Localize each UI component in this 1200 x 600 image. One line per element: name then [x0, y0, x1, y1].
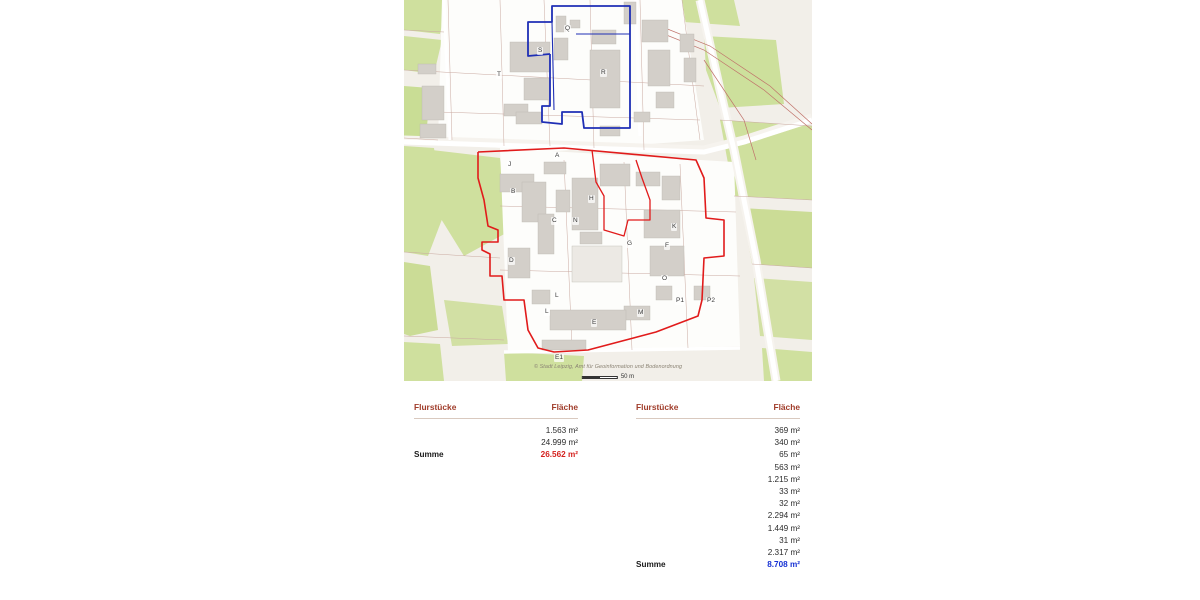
parcel-label-K: K — [672, 223, 677, 230]
parcel-label-P1: P1 — [676, 297, 684, 304]
parcel-label-P2: P2 — [707, 297, 715, 304]
parcel-label-F: F — [665, 242, 669, 249]
cell-area: 32 m² — [779, 499, 800, 509]
cell-parcel — [636, 485, 728, 497]
cell-area: 2.317 m² — [767, 547, 800, 557]
cell-area: 369 m² — [774, 426, 800, 435]
table-row — [636, 510, 800, 522]
parcel-label-N: N — [573, 217, 578, 224]
cadastral-map[interactable] — [404, 0, 812, 381]
scalebar-label: 50 m — [620, 374, 635, 380]
cell-area: 2.294 m² — [767, 511, 800, 521]
cell-parcel — [414, 419, 501, 437]
sum-area: 8.708 m² — [767, 560, 800, 570]
cell-area: 563 m² — [774, 462, 800, 472]
parcel-label-E1: E1 — [555, 354, 563, 361]
parcel-label-Q: Q — [565, 25, 571, 32]
cell-area: 33 m² — [779, 486, 800, 496]
sum-label: Summe — [414, 450, 444, 460]
parcel-label-B: B — [511, 188, 516, 195]
table-row — [636, 485, 800, 497]
parcel-label-T: T — [497, 71, 501, 78]
parcel-label-A: A — [555, 152, 560, 159]
cell-parcel — [636, 522, 728, 534]
map-attribution: © Stadt Leipzig, Amt für Geoinformation und Bodenordnung — [533, 364, 683, 370]
parcel-label-E: E — [592, 319, 597, 326]
parcel-label-O: O — [662, 275, 668, 282]
column-header-area: Fläche — [501, 402, 578, 419]
table-header-row — [636, 402, 800, 419]
table-row — [636, 437, 800, 449]
scalebar-line — [582, 376, 618, 379]
cell-parcel — [414, 437, 501, 449]
cell-parcel — [636, 510, 728, 522]
column-header-parcels: Flurstücke — [414, 402, 501, 419]
parcel-label-C: C — [552, 217, 557, 224]
sum-label: Summe — [636, 560, 666, 570]
table-row — [414, 419, 578, 437]
parcel-label-L2: L — [545, 308, 549, 315]
cell-parcel — [636, 473, 728, 485]
map-scalebar — [582, 374, 634, 380]
parcel-label-D: D — [509, 257, 514, 264]
cell-area: 1.449 m² — [767, 523, 800, 533]
column-header-parcels: Flurstücke — [636, 402, 728, 419]
sum-area: 26.562 m² — [540, 450, 578, 460]
table-row — [636, 498, 800, 510]
table-row — [636, 473, 800, 485]
cell-parcel — [636, 437, 728, 449]
cell-parcel — [636, 498, 728, 510]
parcel-label-S: S — [538, 47, 543, 54]
area-table-right — [636, 402, 800, 571]
cell-area: 31 m² — [779, 535, 800, 545]
cell-area: 65 m² — [779, 450, 800, 460]
area-tables — [404, 402, 812, 592]
table-row — [414, 437, 578, 449]
parcel-label-H: H — [589, 195, 594, 202]
cell-area: 24.999 m² — [541, 438, 578, 448]
cell-parcel — [636, 419, 728, 437]
column-header-area: Fläche — [728, 402, 800, 419]
cell-area: 1.215 m² — [767, 474, 800, 484]
cell-parcel — [636, 546, 728, 558]
table-sum-row — [636, 558, 800, 570]
table-row — [636, 522, 800, 534]
cell-parcel — [636, 449, 728, 461]
table-sum-row — [414, 449, 578, 461]
table-row — [636, 449, 800, 461]
parcel-label-J: J — [508, 161, 512, 168]
cell-parcel — [636, 461, 728, 473]
parcel-label-G: G — [627, 240, 633, 247]
table-row — [636, 534, 800, 546]
table-row — [636, 546, 800, 558]
cell-area: 340 m² — [774, 438, 800, 448]
table-row — [636, 461, 800, 473]
area-table-left — [414, 402, 578, 461]
map-canvas — [404, 0, 812, 381]
parcel-label-R: R — [601, 69, 606, 76]
parcel-label-M: M — [638, 309, 644, 316]
table-header-row — [414, 402, 578, 419]
table-row — [636, 419, 800, 437]
cell-parcel — [636, 534, 728, 546]
cell-area: 1.563 m² — [545, 426, 578, 435]
parcel-label-L1: L — [555, 292, 559, 299]
